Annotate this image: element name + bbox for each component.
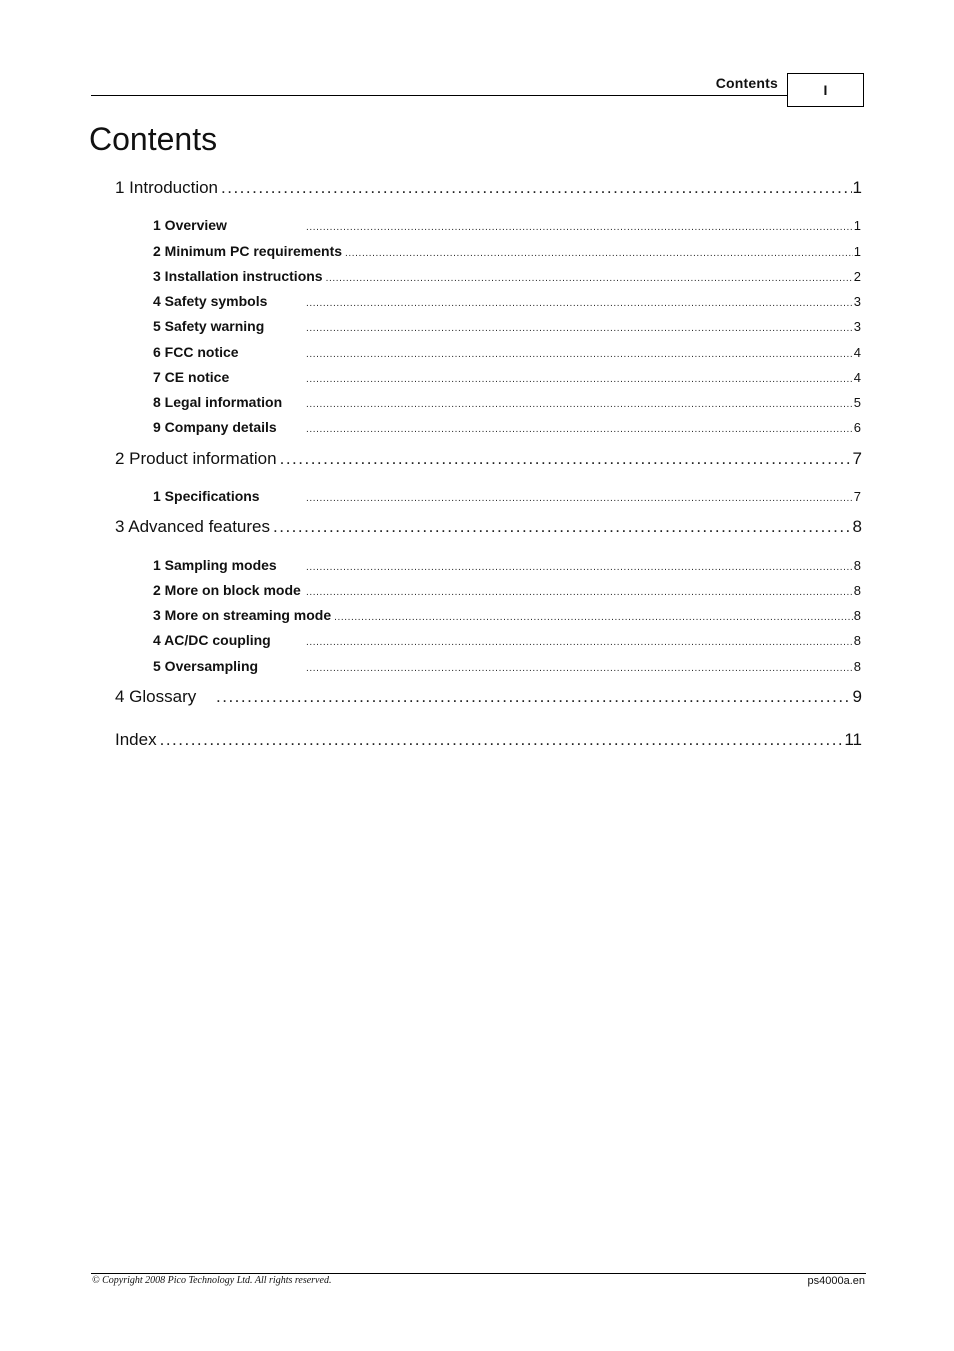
- toc-entry-label: 5 Oversampling: [153, 658, 259, 674]
- toc-leader-dots: [306, 374, 853, 385]
- toc-entry-label: 2 Product information: [115, 449, 277, 468]
- toc-entry-safety-symbols[interactable]: [153, 293, 861, 309]
- toc-entry-more-on-streaming-mode[interactable]: [153, 607, 861, 623]
- toc-entry-label: 7 CE notice: [153, 369, 230, 385]
- toc-leader-dots: [216, 687, 852, 707]
- toc-entry-label: 1 Specifications: [153, 488, 260, 504]
- toc-entry-ce-notice[interactable]: [153, 369, 861, 385]
- toc-entry-overview[interactable]: [153, 217, 861, 233]
- toc-leader-dots: [334, 612, 853, 623]
- toc-leader-dots: [306, 298, 853, 309]
- toc-leader-dots: [306, 587, 853, 598]
- toc-leader-dots: [306, 562, 853, 573]
- toc-entry-page: 1: [852, 178, 862, 197]
- toc-entry-label: 3 Installation instructions: [153, 268, 323, 284]
- footer-copyright: © Copyright 2008 Pico Technology Ltd. All rights reserved.: [92, 1275, 332, 1286]
- toc-entry-page: 7: [852, 449, 862, 468]
- footer-rule: [91, 1273, 866, 1274]
- toc-entry-page: 9: [852, 687, 862, 706]
- page-title: Contents: [89, 121, 218, 157]
- toc-entry-sampling-modes[interactable]: [153, 557, 861, 573]
- toc-entry-page: 8: [853, 583, 861, 598]
- toc-entry-page: 8: [853, 659, 861, 674]
- toc-entry-page: 5: [853, 395, 861, 410]
- toc-entry-label: 1 Sampling modes: [153, 557, 277, 573]
- toc-leader-dots: [306, 493, 853, 504]
- toc-leader-dots: [306, 424, 853, 435]
- toc-entry-label: 4 Safety symbols: [153, 293, 268, 309]
- toc-entry-company-details[interactable]: [153, 419, 861, 435]
- toc-entry-label: 9 Company details: [153, 419, 277, 435]
- toc-entry-page: 8: [852, 517, 862, 536]
- header-page-number: I: [787, 73, 864, 107]
- toc-entry-page: 3: [853, 294, 861, 309]
- toc-entry-page: 11: [844, 730, 862, 749]
- toc-entry-page: 4: [853, 345, 861, 360]
- toc-entry-page: 1: [853, 244, 861, 259]
- toc-entry-page: 4: [853, 370, 861, 385]
- toc-entry-page: 8: [853, 633, 861, 648]
- toc-leader-dots: [306, 323, 853, 334]
- toc-entry-label: 4 Glossary: [115, 687, 197, 706]
- toc-entry-oversampling[interactable]: [153, 658, 861, 674]
- toc-entry-label: Index: [115, 730, 157, 749]
- toc-entry-advanced-features[interactable]: [115, 517, 862, 537]
- toc-leader-dots: [326, 273, 853, 284]
- toc-leader-dots: [306, 399, 853, 410]
- toc-leader-dots: [306, 663, 853, 674]
- toc-leader-dots: [160, 730, 844, 750]
- toc-leader-dots: [306, 222, 853, 233]
- toc-entry-label: 8 Legal information: [153, 394, 283, 410]
- toc-entry-label: 3 Advanced features: [115, 517, 271, 536]
- toc-leader-dots: [306, 349, 853, 360]
- toc-entry-more-on-block-mode[interactable]: [153, 582, 861, 598]
- toc-entry-page: 8: [853, 558, 861, 573]
- toc-entry-label: 2 More on block mode: [153, 582, 301, 598]
- toc-entry-safety-warning[interactable]: [153, 318, 861, 334]
- toc-entry-label: 1 Overview: [153, 217, 227, 233]
- toc-entry-label: 4 AC/DC coupling: [153, 632, 271, 648]
- toc-leader-dots: [273, 517, 852, 537]
- toc-entry-label: 6 FCC notice: [153, 344, 239, 360]
- header-section-label: Contents: [715, 75, 778, 91]
- toc-entry-page: 3: [853, 319, 861, 334]
- toc-entry-minimum-pc-requirements[interactable]: [153, 243, 861, 259]
- toc-entry-ac-dc-coupling[interactable]: [153, 632, 861, 648]
- toc-entry-page: 6: [853, 420, 861, 435]
- toc-entry-glossary[interactable]: [115, 687, 862, 707]
- toc-leader-dots: [280, 449, 852, 469]
- toc-entry-legal-information[interactable]: [153, 394, 861, 410]
- footer-doc-id: ps4000a.en: [807, 1275, 865, 1287]
- toc-leader-dots: [221, 178, 852, 198]
- toc-entry-label: 5 Safety warning: [153, 318, 265, 334]
- toc-entry-installation-instructions[interactable]: [153, 268, 861, 284]
- toc-entry-label: 2 Minimum PC requirements: [153, 243, 343, 259]
- toc-entry-product-information[interactable]: [115, 449, 862, 469]
- toc-entry-label: 3 More on streaming mode: [153, 607, 332, 623]
- toc-entry-specifications[interactable]: [153, 488, 861, 504]
- toc-leader-dots: [345, 248, 853, 259]
- toc-entry-page: 8: [853, 608, 861, 623]
- toc-entry-page: 7: [853, 489, 861, 504]
- toc-leader-dots: [306, 637, 853, 648]
- toc-entry-fcc-notice[interactable]: [153, 344, 861, 360]
- toc-entry-index[interactable]: [115, 730, 862, 750]
- toc-entry-label: 1 Introduction: [115, 178, 219, 197]
- toc-entry-introduction[interactable]: [115, 178, 862, 198]
- toc-entry-page: 2: [853, 269, 861, 284]
- toc-entry-page: 1: [853, 218, 861, 233]
